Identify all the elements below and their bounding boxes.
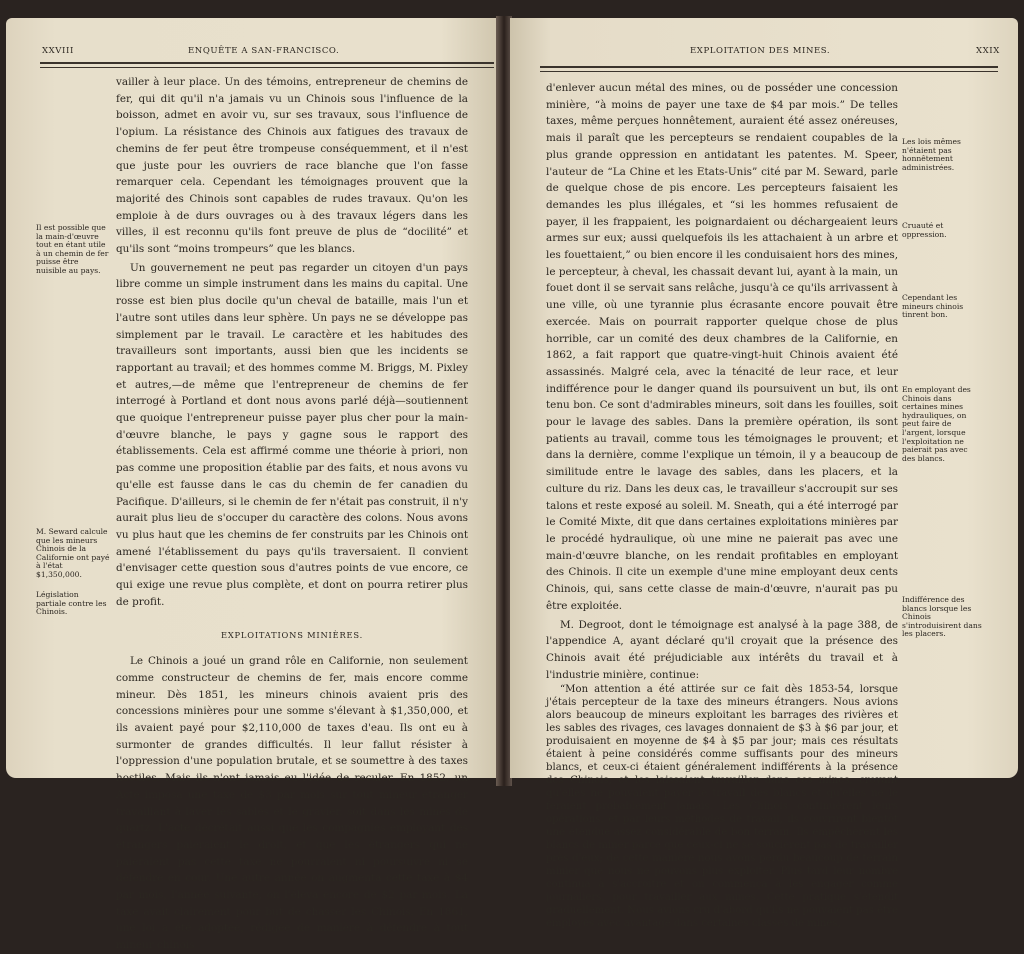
quoted-testimony: “Mon attention a été attirée sur ce fait dès 1853-54, lorsque j'étais percepteur de la taxe des mineurs étrangers. Nous avions alors beaucoup de mineurs exploitant les barrages des rivières et les sables des rivages, ces lavages donnaient de $3 à $6 par jour, et produisaient en moyenne de $4 à $5 par jour; mais ces résultats étaient à peine considérés comme suffisants pour des mineurs blancs, et ceux-ci étaient généralement indifférents à la présence des Chinois, et les laissaient travailler dans ces mines, croyant qu'elles ne pouvaient payer le travail des blancs et qu'elles ne le feraient probablement jamais. Les Chinois continuèrent leurs opérations, et par leurs méthodes de travail, ils couvrirent bientôt une étendue assez considérable de bon terrain. Ils empêchèrent les blancs de miner parce que ceux-ci ne se soucièrent pas de travailler près d'eux; de cette manière nous avons perdu beaucoup de terrain minier que nous ne pouvons plus exploiter. Plus tard leur nombre continua à s'accroître et on commença à les engager comme journaliers, pour travailler aux mines. Cette pratique s'étendit graduellement. Nous avions cru d'abord qu'ils ne pouvaient pas être employés avec avantage dans certaines classes de mines, bbox=[546, 684, 898, 930]
left-paragraph: Un gouvernement ne peut pas regarder un citoyen d'un pays libre comme un simple instrument dans les mains du capital. Une rosse est bien plus docile qu'un cheval de bataille, mais l'un et l'autre sont utiles dans leur sphère. Un pays ne se développe pas simplement par le travail. Le caractère et les habitudes des travailleurs sont importants, aussi bien que les incidents se rapportant au travail; et des hommes comme M. Briggs, M. Pixley et autres,—de même que l'entrepreneur de chemins de fer interrogé à Portland et dont nous avons parlé déjà—soutiennent que quoique l'entrepreneur puisse payer plus cher pour la main-d'œuvre blanche, le pays y gagne sous le rapport des établissements. Cela est affirmé comme une théorie à priori, non pas comme une proposition établie par des faits, et nous avons vu qu'elle est fausse dans le cas du chemin de fer canadien du Pacifique. D'ailleurs, si le chemin de fer n'était pas construit, il n'y aurait plus lieu de s'occuper du caractère des colons. Nous avons vu plus haut que les chemins de fer construits par les Chinois ont amené l'établissement du pays qu'ils traversaient. Il convient d'envisager cette question sous d'autres points de vue encore, ce qui exige une revue plus complète, et dont on pourra retirer plus de profit. bbox=[116, 261, 468, 608]
left-running-head: ENQUÊTE A SAN-FRANCISCO. bbox=[188, 46, 340, 56]
right-paragraph: M. Degroot, dont le témoignage est analysé à la page 388, de l'appendice A, ayant déclaré qu'il croyait que la présence des Chinois avait été préjudiciable aux intérêts du travail et à l'industrie minière, continue: bbox=[546, 618, 898, 681]
right-page bbox=[510, 18, 1018, 930]
right-page-number: XXIX bbox=[976, 46, 1000, 56]
margin-note: Législation partiale contre les Chinois. bbox=[36, 590, 107, 617]
section-title: EXPLOITATIONS MINIÈRES. bbox=[220, 629, 364, 640]
margin-note: Il est possible que la main-d'œuvre tout en étant utile à un chemin de fer puisse être nuisible au pays. bbox=[36, 223, 109, 275]
right-header-rule bbox=[540, 66, 998, 68]
left-page-number: XXVIII bbox=[42, 46, 74, 56]
left-page bbox=[6, 18, 500, 952]
left-paragraph: vailler à leur place. Un des témoins, entrepreneur de chemins de fer, qui dit qu'il n'a jamais vu un Chinois sous l'influence de la boisson, admet en avoir vu, sur ses travaux, sous l'influence de l'opium. La résistance des Chinois aux fatigues des travaux de chemins de fer peut être trompeuse conséquemment, et il n'est que juste pour les ouvriers de race blanche que l'on fasse remarquer cela. Cependant les témoignages prouvent que la majorité des Chinois sont capables de rudes travaux. Qu'on les emploie à de durs ouvrages ou à des travaux légers dans les villes, il est reconnu qu'ils font preuve de plus de “docilité” et qu'ils sont “moins trompeurs” que les blancs. bbox=[116, 76, 468, 256]
right-paragraph: d'enlever aucun métal des mines, ou de posséder une concession minière, “à moins de payer une taxe de $4 par mois.” De telles taxes, même perçues honnêtement, auraient été assez onéreuses, mais il paraît que les percepteurs se rendaient coupables de la plus grande oppression en antidatant les patentes. M. Speer, l'auteur de “La Chine et les Etats-Unis” cité par M. Seward, parle de quelque chose de pis encore. Les percepteurs faisaient les demandes les plus illégales, et “si les hommes refusaient de payer, il les frappaient, les poignardaient ou déchargeaient leurs armes sur eux; aussi quelquefois ils les attachaient à un arbre et les fouettaient,” ou bien encore il les conduisaient hors des mines, le percepteur, à cheval, les chassait devant lui, ayant à la main, un fouet dont il se servait sans relâche, jusqu'à ce qu'ils arrivassent à une ville, où une tyrannie plus écrasante encore pouvait être exercée. Mais on pourrait rapporter quelque chose de plus horrible, car un comité des deux chambres de la Californie, en 1862, a fait rapport que quatre-vingt-huit Chinois avaient été assassinés. Malgré cela, avec la ténacité de leur race, et leur indifférence pour le danger quand ils poursuivent un but, ils ont tenu bon. Ce sont d'admirables mineurs, soit dans les fouilles, soit pour le lavage des sables. Dans la première opération, ils sont patients au travail, comme tous les témoignages le prouvent; et dans la dernière, comme l'explique un témoin, il y a beaucoup de similitude entre le lavage des sables, dans les placers, et la culture du riz. Dans les deux cas, le travailleur s'accroupit sur ses talons et reste exposé au soleil. M. Sneath, qui a été interrogé par le Comité Mixte, dit que dans certaines exploitations minières par le procédé hydraulique, où une mine ne paierait pas avec une main-d'œuvre blanche, on les rendait profitables en employant des Chinois. Il cite un exemple d'une mine employant deux cents Chinois, qui, sans cette classe de main-d'œuvre, n'aurait pas pu être exploitée. bbox=[546, 82, 898, 612]
margin-note: Indifférence des blancs lorsque les Chinois s'introduisirent dans les placers. bbox=[902, 595, 982, 639]
left-header-rule bbox=[40, 62, 494, 64]
left-paragraph: Le Chinois a joué un grand rôle en Californie, non seulement comme constructeur de chemins de fer, mais encore comme mineur. Dès 1851, les mineurs chinois avaient pris des concessions minières pour une somme s'élevant à $1,350,000, et ils avaient payé pour $2,110,000 de taxes d'eau. Ils ont eu à surmonter de grandes difficultés. Il leur fallut résister à l'oppression d'une population brutale, et se soumettre à des taxes hostiles. Mais ils n'ont jamais eu l'idée de reculer. En 1852, un Acte imposa une taxe de $3 par mois sur tout mineur étranger travaillant à laver les sables et le gravier, soit dans les mines de quartz. L'acte décrétait aussi que les compagnies employant des étrangers paieraient le droit, et que les étrangers qui ne paieraient pas cette taxe ne pourraient ni poursuivre ni se défendre en cour. Une autre année on augmenta cette taxe à $4 par mois, l'année suivante, on l'éleva encore de $2 par mois. La taxe avait clairement pour but de chasser les Chinois. En 1861, une loi a été adoptée, rédigée de manière à défendre à tout mineur chinois bbox=[116, 655, 468, 952]
right-running-head: EXPLOITATION DES MINES. bbox=[690, 46, 831, 56]
margin-note: En employant des Chinois dans certaines mines hydrauliques, on peut faire de l'argent, lorsque l'exploitation ne paierait pas avec des blancs. bbox=[902, 385, 971, 463]
right-text-column bbox=[546, 80, 898, 930]
margin-note: M. Seward calcule que les mineurs Chinois de la Californie ont payé à l'état $1,350,000. bbox=[36, 527, 110, 579]
margin-note: Cependant les mineurs chinois tinrent bon. bbox=[902, 293, 964, 320]
left-text-column bbox=[116, 74, 468, 954]
margin-note: Les lois mêmes n'étaient pas honnêtement administrées. bbox=[902, 137, 961, 172]
margin-note: Cruauté et oppression. bbox=[902, 221, 947, 239]
left-header-rule-thin bbox=[40, 67, 494, 68]
right-header-rule-thin bbox=[540, 71, 998, 72]
